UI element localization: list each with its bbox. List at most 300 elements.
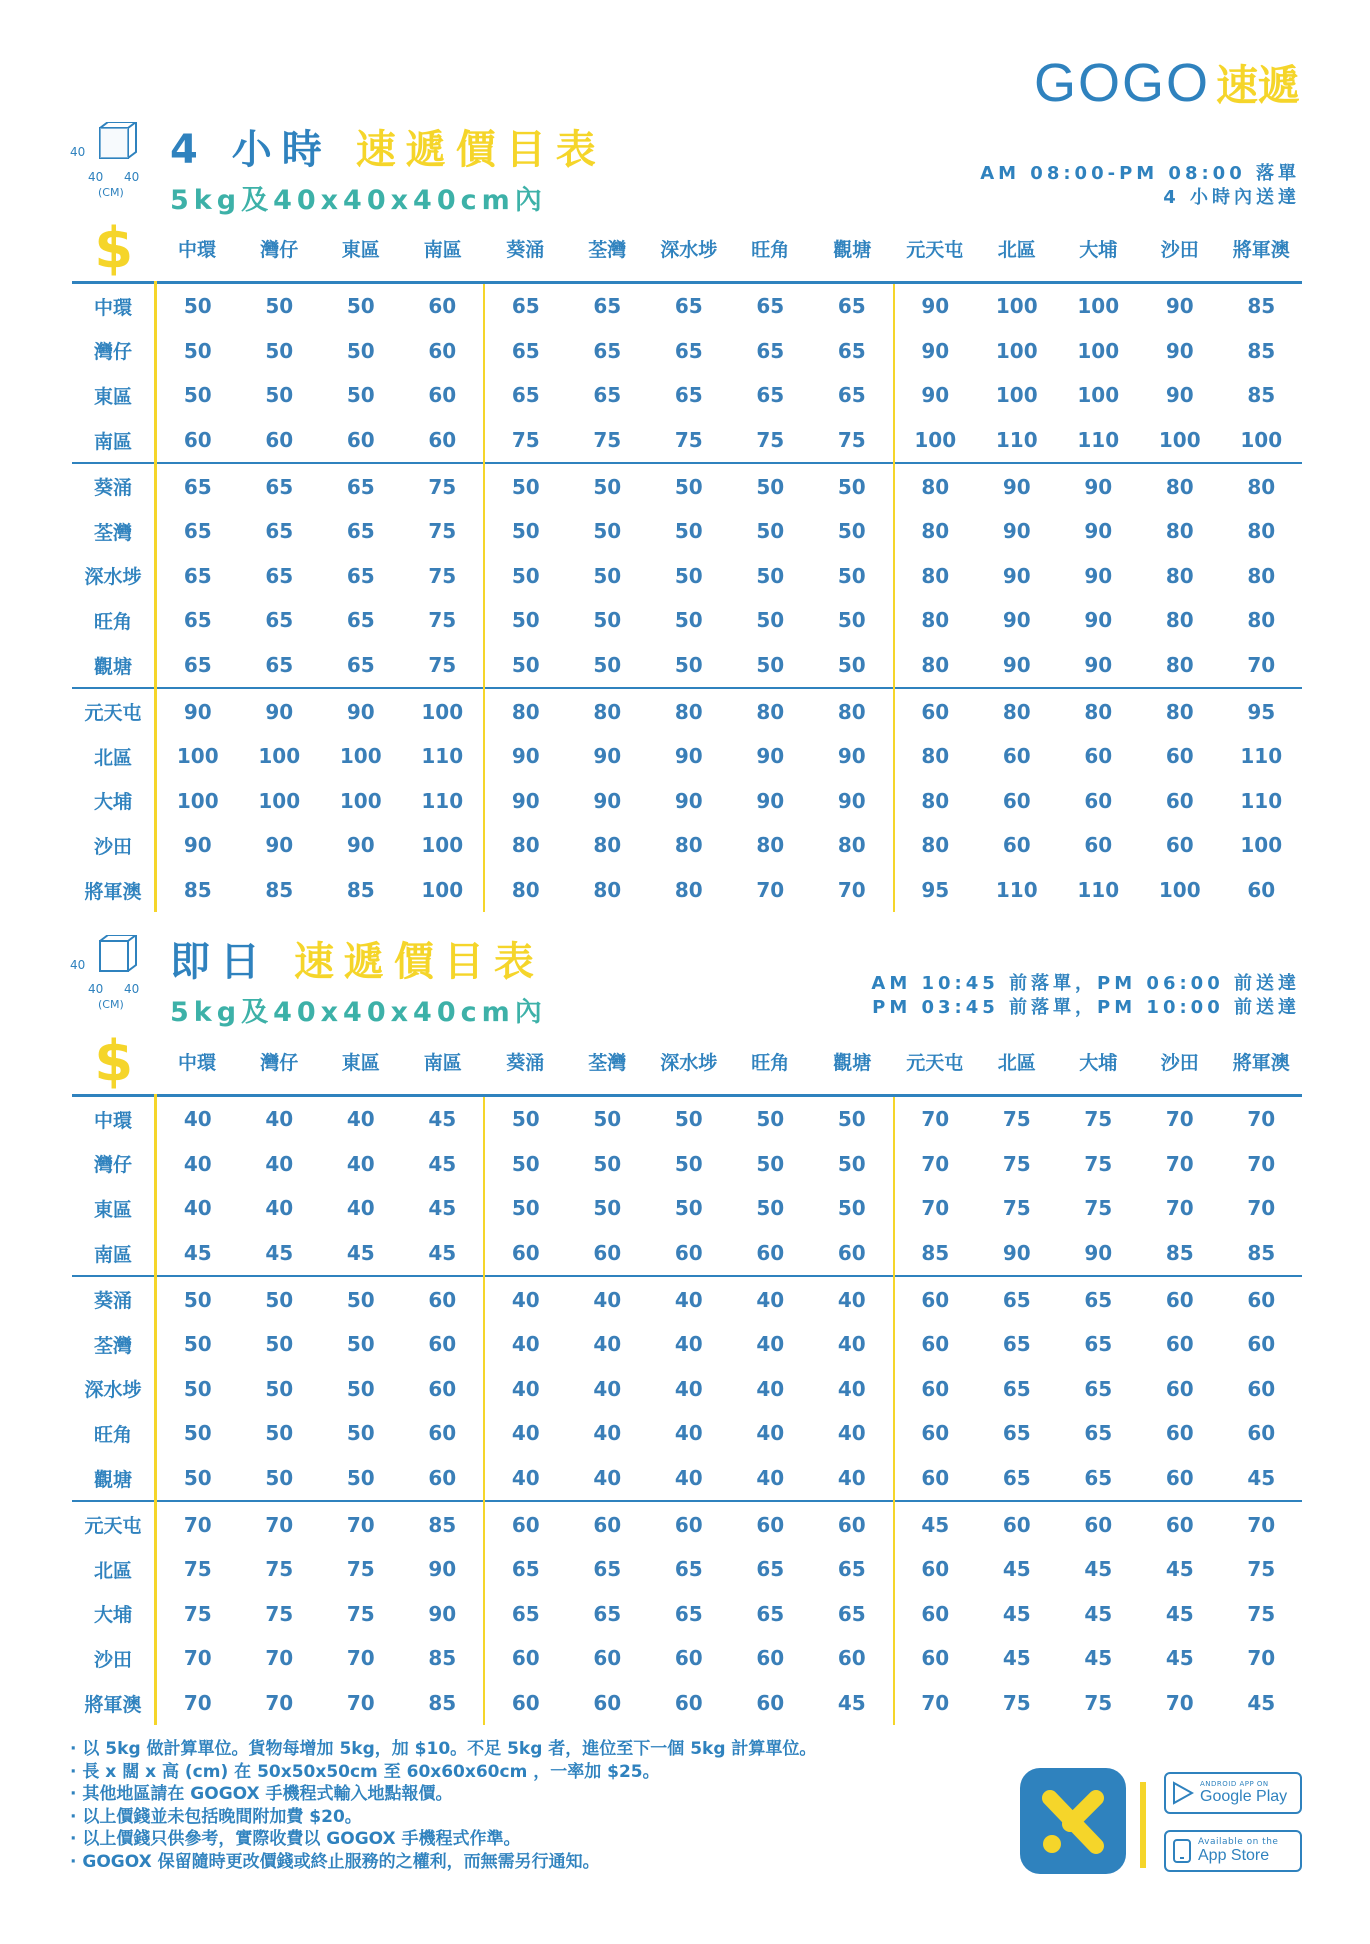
price-cell: 80: [811, 688, 894, 734]
price-cell: 70: [1247, 653, 1276, 678]
price-cell: 60: [674, 1691, 703, 1716]
price-cell: 75: [428, 563, 457, 588]
dollar-icon: $: [94, 1029, 134, 1094]
price-cell: 65: [156, 463, 239, 509]
price-cell: 50: [593, 1151, 622, 1176]
price-cell: 80: [674, 878, 703, 903]
price-cell: 60: [428, 294, 457, 319]
price-cell: 50: [567, 463, 649, 509]
price-cell: 90: [1084, 1241, 1113, 1266]
price-cell: 75: [428, 608, 457, 633]
price-cell: 40: [183, 1107, 212, 1132]
price-table-same-day: [72, 1029, 1302, 1725]
price-cell: 50: [593, 563, 622, 588]
price-cell: 75: [1247, 1557, 1276, 1582]
price-cell: 45: [428, 1107, 457, 1132]
price-cell: 85: [346, 878, 375, 903]
price-cell: 75: [1002, 1691, 1031, 1716]
price-cell: 90: [1002, 1241, 1031, 1266]
price-cell: 60: [428, 1332, 457, 1357]
price-cell: 50: [265, 1466, 294, 1491]
price-cell: 60: [428, 383, 457, 408]
price-cell: 90: [837, 788, 866, 813]
price-cell: 60: [894, 1322, 977, 1367]
price-cell: 85: [894, 1231, 977, 1277]
price-cell: 70: [1247, 1107, 1276, 1132]
price-cell: 90: [894, 329, 977, 374]
price-cell: 80: [567, 688, 649, 734]
price-cell: 70: [1165, 1196, 1194, 1221]
price-cell: 40: [837, 1332, 866, 1357]
price-cell: 65: [1084, 1376, 1113, 1401]
column-header: 東區: [341, 1052, 380, 1074]
price-cell: 75: [1247, 1601, 1276, 1626]
price-cell: 90: [239, 688, 321, 734]
price-cell: 40: [265, 1196, 294, 1221]
price-cell: 40: [484, 1456, 567, 1502]
price-cell: 50: [756, 1196, 785, 1221]
row-header: 荃灣: [72, 1322, 156, 1367]
price-cell: 45: [1084, 1557, 1113, 1582]
table-row: [72, 418, 1302, 464]
price-cell: 80: [894, 509, 977, 554]
price-cell: 60: [894, 1547, 977, 1592]
price-cell: 40: [730, 1276, 812, 1322]
price-cell: 75: [484, 418, 567, 464]
price-cell: 80: [1165, 563, 1194, 588]
table-row: [72, 688, 1302, 734]
price-cell: 50: [239, 1276, 321, 1322]
price-cell: 95: [894, 868, 977, 913]
price-cell: 100: [421, 833, 464, 858]
price-cell: 80: [894, 823, 977, 868]
price-cell: 65: [1058, 1276, 1140, 1322]
google-play-small-label: ANDROID APP ON: [1200, 1780, 1269, 1788]
row-header: 深水埗: [72, 554, 156, 599]
price-cell: 50: [837, 1107, 866, 1132]
price-cell: 40: [756, 1376, 785, 1401]
price-cell: 65: [756, 1601, 785, 1626]
price-cell: 50: [837, 608, 866, 633]
price-cell: 60: [1165, 1376, 1194, 1401]
box-dim-unit-1: (CM): [98, 186, 124, 199]
price-cell: 75: [593, 428, 622, 453]
price-cell: 60: [1221, 1276, 1303, 1322]
price-cell: 65: [265, 608, 294, 633]
box-dim-unit-2: (CM): [98, 998, 124, 1011]
price-cell: 60: [894, 1636, 977, 1681]
price-cell: 110: [995, 878, 1038, 903]
price-cell: 75: [428, 519, 457, 544]
table-row: [72, 779, 1302, 824]
price-cell: 110: [421, 744, 464, 769]
table-row: [72, 373, 1302, 418]
price-cell: 40: [593, 1332, 622, 1357]
price-cell: 80: [484, 688, 567, 734]
price-cell: 45: [1002, 1557, 1031, 1582]
price-cell: 50: [346, 383, 375, 408]
table-row: [72, 1322, 1302, 1367]
price-cell: 60: [428, 338, 457, 363]
price-cell: 70: [183, 1646, 212, 1671]
price-cell: 70: [1221, 1501, 1303, 1547]
price-cell: 45: [1002, 1601, 1031, 1626]
row-header: 觀塘: [72, 1456, 156, 1502]
price-cell: 70: [1247, 1646, 1276, 1671]
gogox-app-icon[interactable]: [1020, 1768, 1126, 1874]
price-cell: 60: [484, 1636, 567, 1681]
price-cell: 50: [811, 463, 894, 509]
price-cell: 65: [674, 1557, 703, 1582]
price-cell: 40: [484, 1276, 567, 1322]
price-cell: 75: [1002, 1196, 1031, 1221]
price-cell: 50: [183, 1332, 212, 1357]
row-header: 深水埗: [72, 1367, 156, 1412]
section-1-schedule-line-2: 4 小時內送達: [1163, 187, 1300, 208]
table-row: [72, 1592, 1302, 1637]
app-store-button[interactable]: [1164, 1830, 1302, 1872]
row-header: 灣仔: [72, 329, 156, 374]
price-cell: 40: [837, 1421, 866, 1446]
price-cell: 45: [346, 1241, 375, 1266]
price-cell: 60: [894, 1456, 977, 1502]
price-cell: 90: [428, 1601, 457, 1626]
price-cell: 50: [756, 519, 785, 544]
price-cell: 85: [428, 1691, 457, 1716]
price-cell: 80: [837, 833, 866, 858]
price-cell: 80: [1221, 463, 1303, 509]
price-cell: 75: [837, 428, 866, 453]
price-cell: 50: [346, 1421, 375, 1446]
column-header: 觀塘: [833, 1052, 872, 1074]
currency-corner: [72, 1029, 156, 1096]
row-header: 南區: [72, 1231, 156, 1277]
price-cell: 75: [183, 1601, 212, 1626]
price-cell: 110: [421, 788, 464, 813]
price-cell: 80: [648, 688, 730, 734]
section-2-title-b: 速遞價目表: [293, 939, 544, 985]
box-dim-left-2: 40: [88, 982, 104, 996]
price-cell: 40: [183, 1151, 212, 1176]
table-row: [72, 554, 1302, 599]
price-cell: 80: [1139, 463, 1221, 509]
price-cell: 90: [1084, 563, 1113, 588]
column-header: 荃灣: [588, 1052, 627, 1074]
box-dim-right-2: 40: [124, 982, 140, 996]
column-header: 北區: [997, 239, 1036, 261]
box-dim-right-1: 40: [124, 170, 140, 184]
price-cell: 50: [484, 554, 567, 599]
row-header: 北區: [72, 1547, 156, 1592]
price-cell: 70: [265, 1646, 294, 1671]
table-row: [72, 1231, 1302, 1277]
price-cell: 50: [756, 1107, 785, 1132]
row-header: 北區: [72, 734, 156, 779]
price-cell: 80: [1247, 563, 1276, 588]
row-header: 東區: [72, 1186, 156, 1231]
column-header: 深水埗: [660, 239, 718, 261]
price-cell: 80: [894, 734, 977, 779]
price-cell: 70: [156, 1501, 239, 1547]
price-cell: 65: [756, 294, 785, 319]
price-cell: 45: [1247, 1466, 1276, 1491]
price-cell: 50: [265, 1332, 294, 1357]
price-cell: 65: [183, 608, 212, 633]
price-cell: 45: [894, 1501, 977, 1547]
price-cell: 65: [1002, 1376, 1031, 1401]
price-cell: 85: [1247, 1241, 1276, 1266]
price-cell: 70: [1247, 1196, 1276, 1221]
row-header: 大埔: [72, 779, 156, 824]
row-header: 沙田: [72, 823, 156, 868]
price-cell: 90: [837, 744, 866, 769]
price-cell: 80: [593, 833, 622, 858]
price-cell: 60: [674, 1241, 703, 1266]
price-cell: 110: [1077, 878, 1120, 903]
price-cell: 40: [346, 1107, 375, 1132]
price-cell: 50: [183, 1466, 212, 1491]
table-row: [72, 463, 1302, 509]
price-cell: 65: [837, 1601, 866, 1626]
price-cell: 50: [593, 1107, 622, 1132]
price-cell: 50: [265, 338, 294, 363]
price-cell: 50: [183, 1376, 212, 1401]
price-cell: 50: [756, 653, 785, 678]
table-row: [72, 1276, 1302, 1322]
price-cell: 100: [258, 788, 301, 813]
table-row: [72, 1367, 1302, 1412]
column-header: 荃灣: [588, 239, 627, 261]
price-cell: 100: [894, 418, 977, 464]
price-cell: 70: [183, 1691, 212, 1716]
price-cell: 40: [756, 1466, 785, 1491]
price-cell: 90: [1002, 519, 1031, 544]
price-cell: 100: [176, 744, 219, 769]
price-cell: 65: [484, 1547, 567, 1592]
price-cell: 80: [1139, 688, 1221, 734]
price-cell: 65: [593, 1601, 622, 1626]
table-row: [72, 1636, 1302, 1681]
price-cell: 100: [995, 294, 1038, 319]
price-cell: 80: [1165, 608, 1194, 633]
row-header: 將軍澳: [72, 1681, 156, 1726]
price-cell: 85: [1165, 1241, 1194, 1266]
price-cell: 60: [402, 1276, 485, 1322]
price-cell: 90: [1084, 608, 1113, 633]
price-cell: 45: [428, 1241, 457, 1266]
column-header: 中環: [177, 239, 216, 261]
note-item: · 以上價錢只供參考，實際收費以 GOGOX 手機程式作準。: [70, 1828, 816, 1851]
row-header: 中環: [72, 1096, 156, 1142]
table-row: [72, 868, 1302, 913]
price-cell: 60: [484, 1501, 567, 1547]
column-header: 灣仔: [260, 1052, 299, 1074]
price-cell: 80: [894, 463, 977, 509]
table-row: [72, 823, 1302, 868]
brand-cn-text: 速遞: [1215, 61, 1300, 110]
price-cell: 50: [484, 509, 567, 554]
price-cell: 50: [674, 1107, 703, 1132]
price-cell: 50: [265, 294, 294, 319]
price-cell: 50: [648, 463, 730, 509]
price-cell: 65: [1002, 1332, 1031, 1357]
price-cell: 90: [1165, 338, 1194, 363]
price-cell: 65: [756, 383, 785, 408]
price-table-4hr: [72, 216, 1302, 912]
price-cell: 100: [1077, 338, 1120, 363]
table-row: [72, 509, 1302, 554]
price-cell: 60: [730, 1501, 812, 1547]
price-cell: 90: [1084, 519, 1113, 544]
column-header: 觀塘: [833, 239, 872, 261]
price-cell: 100: [1240, 428, 1283, 453]
price-cell: 90: [593, 788, 622, 813]
column-header: 將軍澳: [1232, 1052, 1290, 1074]
price-cell: 40: [674, 1466, 703, 1491]
price-cell: 75: [265, 1601, 294, 1626]
price-cell: 65: [593, 383, 622, 408]
price-cell: 65: [593, 1557, 622, 1582]
price-cell: 45: [183, 1241, 212, 1266]
price-cell: 60: [1002, 833, 1031, 858]
price-cell: 80: [484, 868, 567, 913]
price-cell: 60: [837, 1241, 866, 1266]
price-cell: 65: [183, 563, 212, 588]
price-cell: 100: [1077, 294, 1120, 319]
row-header: 旺角: [72, 1411, 156, 1456]
price-cell: 40: [265, 1151, 294, 1176]
price-cell: 40: [674, 1376, 703, 1401]
column-header: 南區: [423, 239, 462, 261]
price-cell: 100: [995, 383, 1038, 408]
price-cell: 100: [176, 788, 219, 813]
price-cell: 65: [1084, 1466, 1113, 1491]
price-cell: 40: [346, 1196, 375, 1221]
price-cell: 80: [1058, 688, 1140, 734]
price-cell: 45: [1165, 1557, 1194, 1582]
price-cell: 60: [1165, 1466, 1194, 1491]
row-header: 旺角: [72, 598, 156, 643]
price-cell: 65: [239, 463, 321, 509]
price-cell: 70: [894, 1186, 977, 1231]
price-cell: 40: [756, 1332, 785, 1357]
notes-list: [70, 1738, 816, 1874]
price-cell: 50: [484, 1096, 567, 1142]
column-header: 葵涌: [506, 239, 545, 261]
price-cell: 65: [484, 1592, 567, 1637]
price-cell: 50: [346, 1466, 375, 1491]
table-row: [72, 1186, 1302, 1231]
price-cell: 50: [593, 653, 622, 678]
row-header: 沙田: [72, 1636, 156, 1681]
price-cell: 85: [1247, 294, 1276, 319]
price-cell: 50: [837, 563, 866, 588]
price-cell: 60: [1084, 833, 1113, 858]
price-cell: 40: [183, 1196, 212, 1221]
price-cell: 100: [1158, 428, 1201, 453]
section-1-title: [170, 118, 606, 175]
column-header: 北區: [997, 1052, 1036, 1074]
price-cell: 65: [674, 1601, 703, 1626]
table-row: [72, 1411, 1302, 1456]
table-row: [72, 1681, 1302, 1726]
section-2-schedule-line-1: AM 10:45 前落單，PM 06:00 前送達: [871, 973, 1300, 994]
price-cell: 50: [183, 383, 212, 408]
price-cell: 40: [593, 1376, 622, 1401]
price-cell: 45: [428, 1196, 457, 1221]
row-header: 灣仔: [72, 1142, 156, 1187]
price-cell: 50: [674, 563, 703, 588]
price-cell: 100: [339, 788, 382, 813]
price-cell: 60: [894, 1367, 977, 1412]
price-cell: 100: [339, 744, 382, 769]
price-cell: 90: [674, 744, 703, 769]
price-cell: 100: [995, 338, 1038, 363]
price-cell: 40: [346, 1151, 375, 1176]
price-cell: 60: [346, 428, 375, 453]
row-header: 元天屯: [72, 688, 156, 734]
price-cell: 45: [837, 1691, 866, 1716]
price-cell: 50: [183, 1421, 212, 1446]
price-cell: 70: [1165, 1151, 1194, 1176]
price-cell: 50: [484, 1142, 567, 1187]
price-cell: 50: [674, 1151, 703, 1176]
price-cell: 50: [756, 1151, 785, 1176]
price-cell: 50: [674, 653, 703, 678]
price-cell: 60: [894, 1592, 977, 1637]
price-cell: 75: [1084, 1151, 1113, 1176]
price-cell: 90: [346, 833, 375, 858]
price-cell: 95: [1221, 688, 1303, 734]
price-cell: 70: [894, 1142, 977, 1187]
price-cell: 60: [1247, 878, 1276, 903]
price-cell: 90: [1002, 608, 1031, 633]
price-cell: 100: [258, 744, 301, 769]
price-cell: 70: [265, 1691, 294, 1716]
price-cell: 65: [1002, 1466, 1031, 1491]
price-cell: 65: [837, 383, 866, 408]
section-2-title: [170, 930, 544, 987]
price-cell: 60: [428, 1466, 457, 1491]
table-row: [72, 1501, 1302, 1547]
column-header: 深水埗: [660, 1052, 718, 1074]
price-cell: 45: [265, 1241, 294, 1266]
price-cell: 60: [428, 1421, 457, 1446]
section-2-schedule: [871, 972, 1300, 1020]
price-cell: 60: [1247, 1421, 1276, 1446]
price-cell: 60: [894, 1276, 977, 1322]
table-row: [72, 329, 1302, 374]
section-2-subtitle: 5kg及40x40x40cm內: [170, 997, 547, 1028]
table-row: [72, 643, 1302, 689]
price-cell: 65: [346, 519, 375, 544]
google-play-label: Google Play: [1200, 1788, 1288, 1805]
price-cell: 90: [484, 779, 567, 824]
price-cell: 65: [593, 338, 622, 363]
price-cell: 65: [346, 563, 375, 588]
column-header: 元天屯: [906, 239, 964, 261]
column-header: 旺角: [751, 1052, 790, 1074]
brand-gogo-text: GOGO: [1033, 53, 1210, 113]
price-cell: 50: [183, 294, 212, 319]
price-cell: 60: [976, 1501, 1058, 1547]
price-cell: 65: [265, 519, 294, 544]
price-cell: 70: [320, 1501, 402, 1547]
price-cell: 75: [674, 428, 703, 453]
google-play-button[interactable]: [1164, 1772, 1302, 1814]
price-cell: 50: [756, 608, 785, 633]
price-cell: 40: [484, 1411, 567, 1456]
